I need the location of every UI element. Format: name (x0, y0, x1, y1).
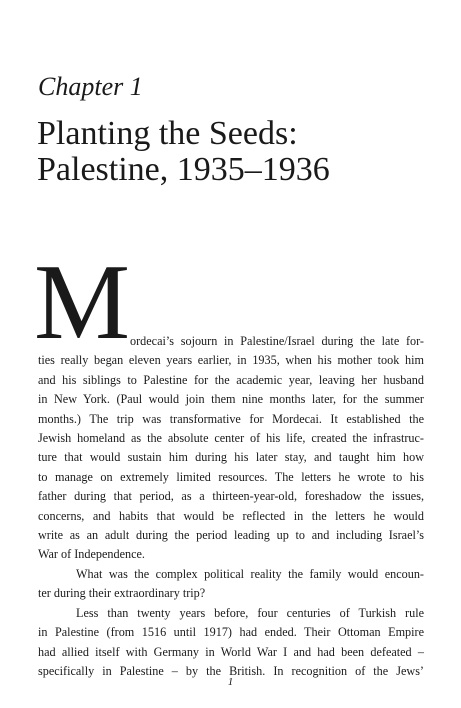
chapter-body (34, 243, 424, 681)
paragraph-3 (38, 604, 424, 682)
text-line: Less than twenty years before, four centuries of Turkish rule (76, 605, 424, 620)
chapter-title (37, 116, 437, 188)
drop-cap: M (34, 243, 129, 362)
chapter-label: Chapter 1 (38, 72, 143, 101)
chapter-title-line-2: Palestine, 1935–1936 (37, 151, 330, 188)
text-line: Jewish homeland as the absolute center of his life, created the infrastruc- (38, 431, 424, 445)
text-line: ordecai’s sojourn in Palestine/Israel during the late for- (130, 334, 424, 348)
text-line: specifically in Palestine – by the British. In recognition of the Jews’ (38, 663, 424, 678)
text-line: in Palestine (from 1516 until 1917) had ended. Their Ottoman Empire (38, 625, 424, 640)
chapter-title-line-1: Planting the Seeds: (37, 115, 298, 152)
text-line: to manage on extremely limited resources. The letters he wrote to his (38, 469, 424, 484)
page-number: 1 (227, 676, 234, 688)
text-line: ties really began eleven years earlier, in 1935, when his mother took him (38, 353, 424, 368)
text-line: had allied itself with Germany in World War I and had been defeated – (38, 644, 424, 659)
text-line: concerns, and habits that would be reflected in the letters he would (38, 508, 424, 523)
text-line: War of Independence. (38, 547, 145, 562)
text-line: ter during their extraordinary trip? (38, 586, 206, 601)
text-line: in New York. (Paul would join them nine months later, for the summer (38, 392, 424, 407)
text-line: months.) The trip was transformative for Mordecai. It established the (38, 411, 424, 426)
text-line: father during that period, as a thirteen-year-old, foreshadow the issues, (38, 489, 424, 504)
text-line: write as an adult during the period leading up to and including Israel’s (38, 528, 424, 542)
text-line: What was the complex political reality the family would encoun- (76, 567, 424, 581)
text-line: and his siblings to Palestine for the academic year, leaving her husband (38, 372, 424, 387)
paragraph-2 (38, 565, 424, 604)
text-line: ture that would sustain him during his later stay, and taught him how (38, 450, 424, 465)
paragraph-1 (34, 243, 424, 562)
